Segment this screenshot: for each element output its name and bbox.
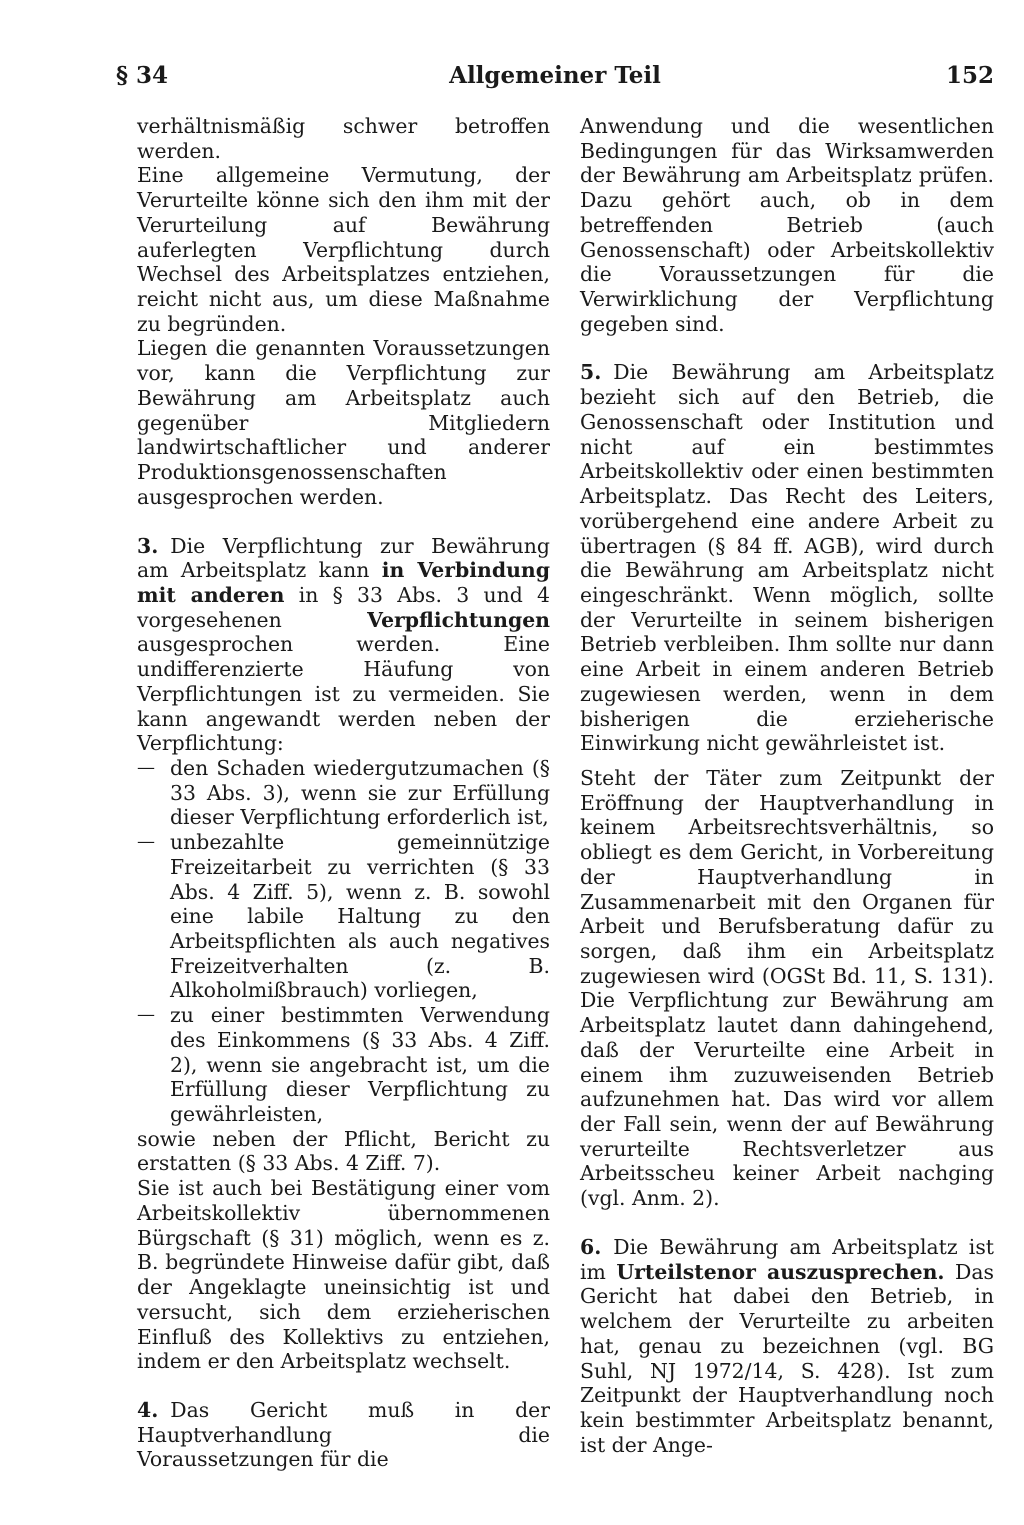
left-paragraph-3: Liegen die genannten Voraussetzungen vor, kann die Verpflichtung zur Bewährung am Arbeitsplatz auch gegenüber Mitgliedern landwirtschaftlicher und anderer Produktionsgenossenschaften ausgesprochen werden. xyxy=(137,336,550,509)
list-item: — zu einer bestimmten Verwendung des Einkommens (§ 33 Abs. 4 Ziff. 2), wenn sie angebracht ist, um die Erfüllung dieser Verpflichtung zu gewährleisten, xyxy=(137,1003,550,1127)
section-6-text-2: Das Gericht hat dabei den Betrieb, in welchem der Verurteilte zu arbeiten hat, genau zu bezeichnen (vgl. BG Suhl, NJ 1972/14, S. 428). Ist zum Zeitpunkt der Hauptverhandlung noch kein bestimmter Arbeitsplatz benannt, ist der Ange- xyxy=(580,1259,995,1457)
section-6-paragraph xyxy=(580,1235,994,1457)
section-3-paragraph xyxy=(137,534,550,756)
section-5-text: Die Bewährung am Arbeitsplatz bezieht sich auf den Betrieb, die Genossenschaft oder Institution und nicht auf ein bestimmtes Arbeitskollektiv oder einen bestimmten Arbeitsplatz. Das Recht des Leiters, vorübergehend eine andere Arbeit zu übertragen (§ 84 ff. AGB), wird durch die Bewährung am Arbeitsplatz nicht eingeschränkt. Wenn möglich, sollte der Verurteilte in seinem bisherigen Betrieb verbleiben. Ihm sollte nur dann eine Arbeit in einem anderen Betrieb zugewiesen werden, wenn in dem bisherigen die erzieherische Einwirkung nicht gewährleistet ist. xyxy=(580,360,994,756)
section-6-number: 6. xyxy=(580,1234,602,1259)
left-paragraph-1: verhältnismäßig schwer betroffen werden. xyxy=(137,114,550,163)
section-4-text: Das Gericht muß in der Hauptverhandlung die Voraussetzungen für die xyxy=(137,1397,550,1472)
section-3-bold-1: in Verbindung mit anderen xyxy=(137,558,550,607)
list-item: — unbezahlte gemeinnützige Freizeitarbeit zu verrichten (§ 33 Abs. 4 Ziff. 5), wenn z. B. sowohl eine labile Haltung zu den Arbeitspflichten als auch negatives Freizeitverhalten (z. B. Alkoholmißbrauch) vorliegen, xyxy=(137,830,550,1003)
obligation-list xyxy=(137,756,550,1127)
section-5-number: 5. xyxy=(580,360,602,385)
list-item: — den Schaden wiedergutzumachen (§ 33 Abs. 3), wenn sie zur Erfüllung dieser Verpflichtung erforderlich ist, xyxy=(137,756,550,830)
left-column xyxy=(137,114,550,1472)
section-number: § 34 xyxy=(116,62,169,89)
left-paragraph-2: Eine allgemeine Vermutung, der Verurteilte könne sich den ihm mit der Verurteilung auf Bewährung auferlegten Verpflichtung durch Wechsel des Arbeitsplatzes entziehen, reicht nicht aus, um diese Maßnahme zu begründen. xyxy=(137,163,550,336)
right-column xyxy=(580,114,994,1457)
page-number: 152 xyxy=(945,62,994,89)
section-6-text-1: Die Bewährung am Arbeitsplatz ist im xyxy=(580,1234,994,1284)
section-3-text-3: ausgesprochen werden. Eine undifferenzierte Häufung von Verpflichtungen ist zu vermeiden. Sie kann angewandt werden neben der Verpflichtung: xyxy=(137,632,550,756)
running-title: Allgemeiner Teil xyxy=(449,62,661,89)
left-paragraph-buergschaft: Sie ist auch bei Bestätigung einer vom Arbeitskollektiv übernommenen Bürgschaft (§ 31) möglich, wenn es z. B. begründete Hinweise dafür gibt, daß der Angeklagte uneinsichtig ist und versucht, sich dem erzieherischen Einfluß des Kollektivs zu entziehen, indem er den Arbeitsplatz wechselt. xyxy=(137,1176,550,1374)
section-4-number: 4. xyxy=(137,1397,159,1422)
section-3-number: 3. xyxy=(137,533,159,558)
section-3-bold-2: Verpflichtungen xyxy=(367,607,550,632)
left-paragraph-sowie: sowie neben der Pflicht, Bericht zu erstatten (§ 33 Abs. 4 Ziff. 7). xyxy=(137,1126,550,1176)
right-paragraph-1: Anwendung und die wesentlichen Bedingungen für das Wirksamwerden der Bewährung am Arbeitsplatz prüfen. Dazu gehört auch, ob in dem betreffenden Betrieb (auch Genossenschaft) oder Arbeitskollektiv die Voraussetzungen für die Verwirklichung der Verpflichtung gegeben sind. xyxy=(580,114,994,336)
section-6-bold-1: Urteilstenor auszusprechen. xyxy=(616,1259,945,1284)
page-header xyxy=(116,62,994,96)
right-paragraph-taeter: Steht der Täter zum Zeitpunkt der Eröffnung der Hauptverhandlung in keinem Arbeitsrechtsverhältnis, so obliegt es dem Gericht, in Vorbereitung der Hauptverhandlung in Zusammenarbeit mit den Organen für Arbeit und Berufsberatung dafür zu sorgen, daß ihm ein Arbeitsplatz zugewiesen wird (OGSt Bd. 11, S. 131). Die Verpflichtung zur Bewährung am Arbeitsplatz lautet dann dahingehend, daß der Verurteilte eine Arbeit in einem ihm zuzuweisenden Betrieb aufzunehmen hat. Das wird vor allem der Fall sein, wenn der auf Bewährung verurteilte Rechtsverletzer aus Arbeitsscheu keiner Arbeit nachging (vgl. Anm. 2). xyxy=(580,765,994,1211)
section-3-text-1: Die Verpflichtung zur Bewährung am Arbeitsplatz kann xyxy=(137,533,550,583)
section-5-paragraph xyxy=(580,360,994,756)
section-4-paragraph xyxy=(137,1398,550,1472)
section-3-text-2: in § 33 Abs. 3 und 4 vorgesehenen xyxy=(137,582,550,632)
